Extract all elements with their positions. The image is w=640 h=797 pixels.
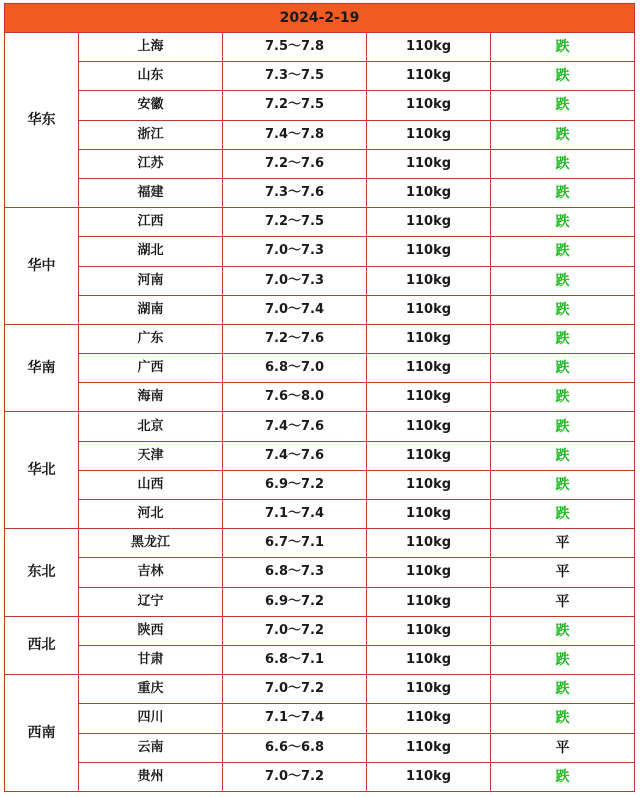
province-cell: 贵州 <box>79 762 223 791</box>
price-cell: 7.2～7.5 <box>223 208 367 237</box>
table-row <box>5 295 635 324</box>
price-cell: 7.4～7.8 <box>223 120 367 149</box>
province-cell: 陕西 <box>79 616 223 645</box>
weight-cell: 110kg <box>367 208 491 237</box>
price-cell: 7.2～7.6 <box>223 149 367 178</box>
price-cell: 7.5～7.8 <box>223 33 367 62</box>
province-cell: 重庆 <box>79 675 223 704</box>
province-cell: 北京 <box>79 412 223 441</box>
price-cell: 6.9～7.2 <box>223 470 367 499</box>
region-cell: 华北 <box>5 412 79 529</box>
region-cell: 西北 <box>5 616 79 674</box>
weight-cell: 110kg <box>367 675 491 704</box>
weight-cell: 110kg <box>367 529 491 558</box>
weight-cell: 110kg <box>367 762 491 791</box>
weight-cell: 110kg <box>367 645 491 674</box>
price-cell: 7.0～7.2 <box>223 762 367 791</box>
trend-cell: 跌 <box>491 354 635 383</box>
region-cell: 华中 <box>5 208 79 325</box>
table-row <box>5 237 635 266</box>
price-cell: 6.8～7.3 <box>223 558 367 587</box>
table-row <box>5 558 635 587</box>
table-row <box>5 762 635 791</box>
weight-cell: 110kg <box>367 616 491 645</box>
header-row <box>5 4 635 33</box>
table-body <box>5 4 635 792</box>
price-cell: 7.2～7.5 <box>223 91 367 120</box>
date-header: 2024-2-19 <box>5 4 635 33</box>
trend-cell: 跌 <box>491 178 635 207</box>
region-cell: 华东 <box>5 33 79 208</box>
weight-cell: 110kg <box>367 733 491 762</box>
price-cell: 7.1～7.4 <box>223 704 367 733</box>
weight-cell: 110kg <box>367 33 491 62</box>
price-cell: 6.9～7.2 <box>223 587 367 616</box>
price-cell: 7.0～7.3 <box>223 237 367 266</box>
table-row <box>5 178 635 207</box>
province-cell: 湖北 <box>79 237 223 266</box>
trend-cell: 平 <box>491 558 635 587</box>
trend-cell: 跌 <box>491 412 635 441</box>
table-row <box>5 616 635 645</box>
price-cell: 7.0～7.4 <box>223 295 367 324</box>
table-row <box>5 675 635 704</box>
province-cell: 山东 <box>79 62 223 91</box>
province-cell: 广东 <box>79 324 223 353</box>
province-cell: 四川 <box>79 704 223 733</box>
province-cell: 江西 <box>79 208 223 237</box>
province-cell: 湖南 <box>79 295 223 324</box>
trend-cell: 跌 <box>491 33 635 62</box>
table-row <box>5 500 635 529</box>
province-cell: 海南 <box>79 383 223 412</box>
weight-cell: 110kg <box>367 412 491 441</box>
weight-cell: 110kg <box>367 266 491 295</box>
price-cell: 6.7～7.1 <box>223 529 367 558</box>
price-cell: 7.1～7.4 <box>223 500 367 529</box>
weight-cell: 110kg <box>367 558 491 587</box>
province-cell: 广西 <box>79 354 223 383</box>
table-row <box>5 324 635 353</box>
price-cell: 6.8～7.1 <box>223 645 367 674</box>
province-cell: 天津 <box>79 441 223 470</box>
weight-cell: 110kg <box>367 704 491 733</box>
weight-cell: 110kg <box>367 178 491 207</box>
region-cell: 西南 <box>5 675 79 792</box>
trend-cell: 跌 <box>491 295 635 324</box>
price-cell: 7.0～7.3 <box>223 266 367 295</box>
table-row <box>5 383 635 412</box>
trend-cell: 跌 <box>491 616 635 645</box>
weight-cell: 110kg <box>367 149 491 178</box>
trend-cell: 跌 <box>491 704 635 733</box>
price-cell: 7.0～7.2 <box>223 616 367 645</box>
table-row <box>5 587 635 616</box>
trend-cell: 平 <box>491 529 635 558</box>
province-cell: 吉林 <box>79 558 223 587</box>
weight-cell: 110kg <box>367 470 491 499</box>
province-cell: 甘肃 <box>79 645 223 674</box>
province-cell: 上海 <box>79 33 223 62</box>
province-cell: 辽宁 <box>79 587 223 616</box>
province-cell: 云南 <box>79 733 223 762</box>
table-row <box>5 529 635 558</box>
weight-cell: 110kg <box>367 441 491 470</box>
price-cell: 6.6～6.8 <box>223 733 367 762</box>
price-cell: 7.0～7.2 <box>223 675 367 704</box>
price-cell: 7.2～7.6 <box>223 324 367 353</box>
table-row <box>5 733 635 762</box>
trend-cell: 跌 <box>491 675 635 704</box>
table-row <box>5 62 635 91</box>
table-row <box>5 120 635 149</box>
table-row <box>5 645 635 674</box>
region-cell: 东北 <box>5 529 79 617</box>
price-cell: 7.3～7.6 <box>223 178 367 207</box>
table-row <box>5 441 635 470</box>
trend-cell: 跌 <box>491 62 635 91</box>
trend-cell: 跌 <box>491 645 635 674</box>
trend-cell: 跌 <box>491 91 635 120</box>
province-cell: 安徽 <box>79 91 223 120</box>
price-table <box>4 3 635 792</box>
province-cell: 河南 <box>79 266 223 295</box>
trend-cell: 跌 <box>491 208 635 237</box>
trend-cell: 平 <box>491 733 635 762</box>
weight-cell: 110kg <box>367 324 491 353</box>
region-cell: 华南 <box>5 324 79 412</box>
trend-cell: 跌 <box>491 266 635 295</box>
weight-cell: 110kg <box>367 295 491 324</box>
trend-cell: 跌 <box>491 383 635 412</box>
table-row <box>5 354 635 383</box>
table-row <box>5 33 635 62</box>
province-cell: 山西 <box>79 470 223 499</box>
province-cell: 浙江 <box>79 120 223 149</box>
price-cell: 7.6～8.0 <box>223 383 367 412</box>
weight-cell: 110kg <box>367 120 491 149</box>
trend-cell: 跌 <box>491 762 635 791</box>
province-cell: 江苏 <box>79 149 223 178</box>
price-cell: 7.3～7.5 <box>223 62 367 91</box>
trend-cell: 跌 <box>491 149 635 178</box>
table-row <box>5 266 635 295</box>
trend-cell: 跌 <box>491 120 635 149</box>
price-cell: 7.4～7.6 <box>223 441 367 470</box>
table-row <box>5 704 635 733</box>
table-row <box>5 149 635 178</box>
price-cell: 6.8～7.0 <box>223 354 367 383</box>
trend-cell: 跌 <box>491 470 635 499</box>
trend-cell: 平 <box>491 587 635 616</box>
trend-cell: 跌 <box>491 500 635 529</box>
table-row <box>5 470 635 499</box>
trend-cell: 跌 <box>491 441 635 470</box>
weight-cell: 110kg <box>367 62 491 91</box>
table-row <box>5 208 635 237</box>
weight-cell: 110kg <box>367 237 491 266</box>
table-row <box>5 91 635 120</box>
province-cell: 河北 <box>79 500 223 529</box>
province-cell: 黑龙江 <box>79 529 223 558</box>
trend-cell: 跌 <box>491 237 635 266</box>
weight-cell: 110kg <box>367 383 491 412</box>
weight-cell: 110kg <box>367 587 491 616</box>
weight-cell: 110kg <box>367 91 491 120</box>
province-cell: 福建 <box>79 178 223 207</box>
weight-cell: 110kg <box>367 500 491 529</box>
price-cell: 7.4～7.6 <box>223 412 367 441</box>
weight-cell: 110kg <box>367 354 491 383</box>
table-row <box>5 412 635 441</box>
trend-cell: 跌 <box>491 324 635 353</box>
